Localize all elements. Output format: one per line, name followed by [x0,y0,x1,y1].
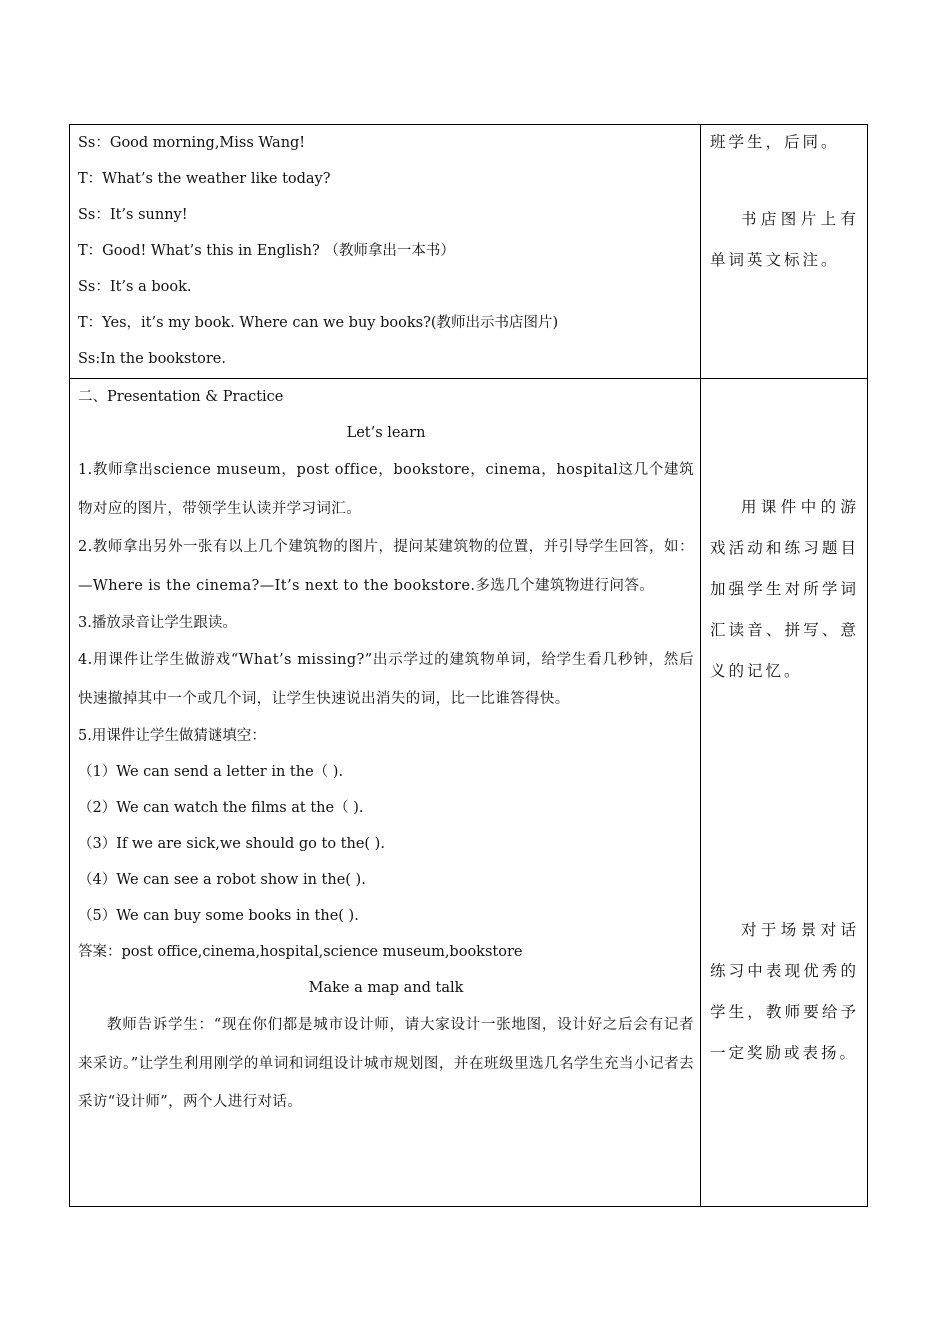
note-text: 用课件中的游戏活动和练习题目加强学生对所学词汇读音、拼写、意义的记忆。 [710,498,859,680]
note-text: 班学生，后同。 [710,133,840,151]
note-text: 对于场景对话练习中表现优秀的学生，教师要给予一定奖励或表扬。 [710,921,859,1062]
riddle-line: （5）We can buy some books in the( ). [78,908,359,924]
answer-line: 答案：post office,cinema,hospital,science museum,bookstore [78,944,523,960]
dialogue-line: T：Good! What’s this in English? （教师拿出一本书） [78,243,455,259]
presentation-row [70,379,868,1207]
dialogue-line: Ss:In the bookstore. [78,351,226,367]
dialogue-line: T：What’s the weather like today? [78,171,331,187]
lesson-plan-table [69,124,868,1207]
step-text: 5.用课件让学生做猜谜填空： [78,728,266,744]
presentation-content-cell [70,379,701,1207]
step-text: 3.播放录音让学生跟读。 [78,615,237,631]
dialogue-line: Ss：It’s a book. [78,279,192,295]
step-text: 1.教师拿出science museum，post office，bookstore，cinema，hospital这几个建筑物对应的图片，带领学生认读并学习词汇。 [78,462,694,517]
riddle-line: （4）We can see a robot show in the( ). [78,872,366,888]
section-subtitle: Let’s learn [346,425,426,441]
riddle-line: （2）We can watch the films at the（ ). [78,800,364,816]
warmup-row [70,125,868,379]
activity-paragraph: 教师告诉学生：“现在你们都是城市设计师，请大家设计一张地图，设计好之后会有记者来采访。”让学生利用刚学的单词和词组设计城市规划图，并在班级里选几名学生充当小记者去采访“设计师”，两个人进行对话。 [78,1017,694,1110]
step-text: 4.用课件让学生做游戏“What’s missing?”出示学过的建筑物单词，给学生看几秒钟，然后快速撤掉其中一个或几个词，让学生快速说出消失的词，比一比谁答得快。 [78,652,694,707]
note-text: 书店图片上有单词英文标注。 [710,210,859,269]
presentation-notes-cell [701,379,868,1207]
warmup-dialogue-cell [70,125,701,379]
riddle-line: （1）We can send a letter in the（ ). [78,764,344,780]
warmup-notes-cell [701,125,868,379]
dialogue-line: Ss：Good morning,Miss Wang! [78,135,306,151]
section-subtitle: Make a map and talk [308,980,464,996]
dialogue-line: T：Yes，it’s my book. Where can we buy books?(教师出示书店图片) [78,315,559,331]
section-heading: 二、Presentation & Practice [78,389,284,405]
dialogue-line: Ss：It’s sunny! [78,207,188,223]
riddle-line: （3）If we are sick,we should go to the( ). [78,836,385,852]
step-text: 2.教师拿出另外一张有以上几个建筑物的图片，提问某建筑物的位置，并引导学生回答，如：—Where is the cinema?—It’s next to the bookstore.多选几个建筑物进行问答。 [78,539,694,594]
